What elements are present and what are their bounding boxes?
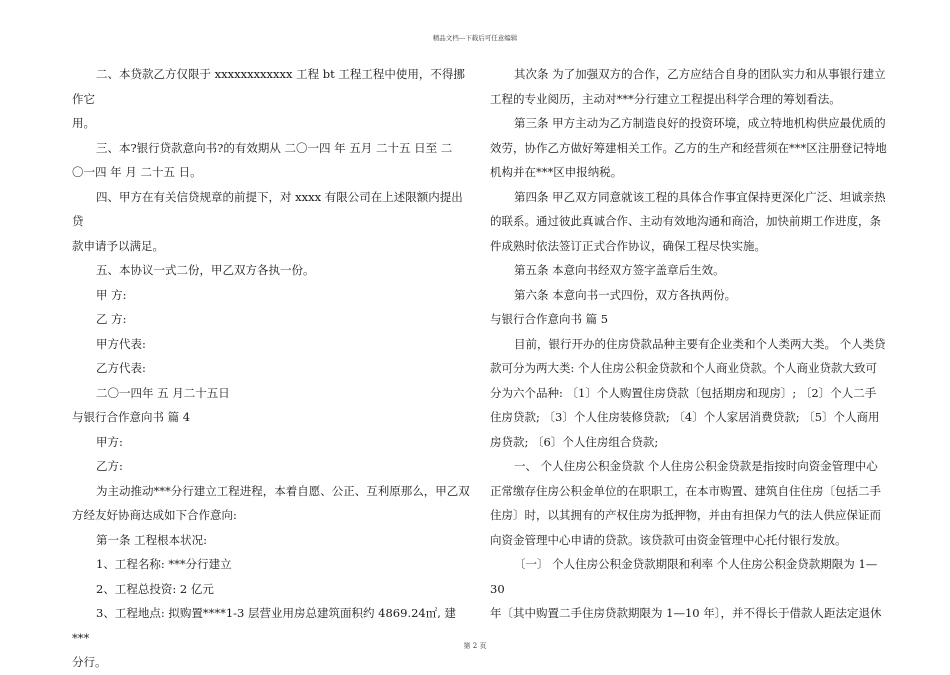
paragraph: 机构并在***区申报纳税。 — [490, 165, 623, 179]
paragraph: 第五条 本意向书经双方签字盖章后生效。 — [514, 263, 725, 277]
paragraph: 四、甲方在有关信贷规章的前提下，对 xxxx 有限公司在上述限额内提出贷 — [72, 189, 463, 228]
paragraph: 效劳，协作乙方做好筹建相关工作。乙方的生产和经营须在***区注册登记特地 — [490, 140, 887, 155]
paragraph: 分行。 — [72, 655, 107, 669]
paragraph: 一、 个人住房公积金贷款 个人住房公积金贷款是指按时向资金管理中心 — [514, 459, 878, 473]
party-a-line: 甲 方: — [96, 287, 127, 302]
list-item: 1、工程名称: ***分行建立 — [96, 557, 232, 571]
paragraph: 第四条 甲乙双方同意就该工程的具体合作事宜保持更深化广泛、坦诚亲热 — [514, 189, 886, 204]
paragraph: 款可分为两大类: 个人住房公积金贷款和个人商业贷款。个人商业贷款大致可 — [490, 361, 878, 375]
paragraph: 款申请予以满足。 — [72, 238, 164, 253]
paragraph: 方经友好协商达成如下合作意向: — [72, 508, 237, 522]
list-item: 2、工程总投资: 2 亿元 — [96, 581, 214, 596]
date-line: 二〇一四年 五 月二十五日 — [96, 385, 230, 400]
party-b-line: 乙 方: — [96, 312, 127, 326]
paragraph: 正常缴存住房公积金单位的在职职工，在本市购置、建筑自住住房〔包括二手 — [490, 483, 881, 498]
paragraph: 其次条 为了加强双方的合作，乙方应结合自身的团队实力和从事银行建立 — [514, 67, 886, 81]
list-item: 3、工程地点: 拟购置****1-3 层营业用房总建筑面积约 4869.24㎡, 建*** — [72, 606, 457, 645]
left-column — [72, 62, 472, 675]
page-header: 精品文档---下载后可任意编辑 — [432, 34, 518, 42]
article-heading: 第一条 工程根本状况: — [96, 532, 208, 547]
right-column — [490, 62, 890, 626]
paragraph: 目前，银行开办的住房贷款品种主要有企业类和个人类两大类。 个人类贷 — [514, 336, 886, 351]
paragraph: 为主动推动***分行建立工程进程，本着自愿、公正、互利原那么，甲乙双 — [96, 483, 470, 498]
paragraph: 住房贷款; 〔3〕个人住房装修贷款; 〔4〕个人家居消费贷款; 〔5〕个人商用 — [490, 410, 880, 424]
paragraph: 〇一四 年 月 二十五 日。 — [72, 165, 202, 179]
paragraph: 第六条 本意向书一式四份，双方各执两份。 — [514, 287, 737, 302]
paragraph: 三、本?银行贷款意向书?的有效期从 二〇一四 年 五月 二十五 日至 二 — [96, 140, 453, 155]
page-number: 第 2 页 — [463, 642, 487, 650]
paragraph: 分为六个品种: 〔1〕个人购置住房贷款〔包括期房和现房〕; 〔2〕个人二手 — [490, 385, 877, 400]
section-title: 与银行合作意向书 篇 5 — [490, 312, 609, 326]
paragraph: 件成熟时依法签订正式合作协议，确保工程尽快实施。 — [490, 238, 766, 253]
paragraph: 房贷款; 〔6〕个人住房组合贷款; — [490, 434, 659, 449]
paragraph: 用。 — [72, 116, 95, 130]
paragraph: 工程的专业阅历，主动对***分行建立工程提出科学合理的筹划看法。 — [490, 91, 841, 106]
party-a-line: 甲方: — [96, 434, 123, 449]
paragraph: 住房〕时，以其拥有的产权住房为抵押物，并由有担保力气的法人供应保证而 — [490, 508, 881, 522]
paragraph: 第三条 甲方主动为乙方制造良好的投资环境，成立特地机构供应最优质的 — [514, 116, 886, 130]
party-b-line: 乙方: — [96, 459, 123, 473]
paragraph: 〔一〕 个人住房公积金贷款期限和利率 个人住房公积金贷款期限为 1—30 — [490, 557, 878, 596]
paragraph: 年〔其中购置二手住房贷款期限为 1—10 年〕，并不得长于借款人距法定退休 — [490, 606, 882, 620]
party-a-rep-line: 甲方代表: — [96, 336, 146, 351]
paragraph: 五、本协议一式二份，甲乙双方各执一份。 — [96, 263, 315, 277]
paragraph: 向资金管理中心申请的贷款。该贷款可由资金管理中心托付银行发放。 — [490, 532, 847, 547]
paragraph: 二、本贷款乙方仅限于 xxxxxxxxxxxx 工程 bt 工程工程中使用，不得挪作它 — [72, 67, 465, 106]
party-b-rep-line: 乙方代表: — [96, 361, 146, 375]
section-title: 与银行合作意向书 篇 4 — [72, 410, 191, 424]
paragraph: 的联系。通过彼此真诚合作、主动有效地沟通和商洽，加快前期工作进度，条 — [490, 214, 881, 228]
